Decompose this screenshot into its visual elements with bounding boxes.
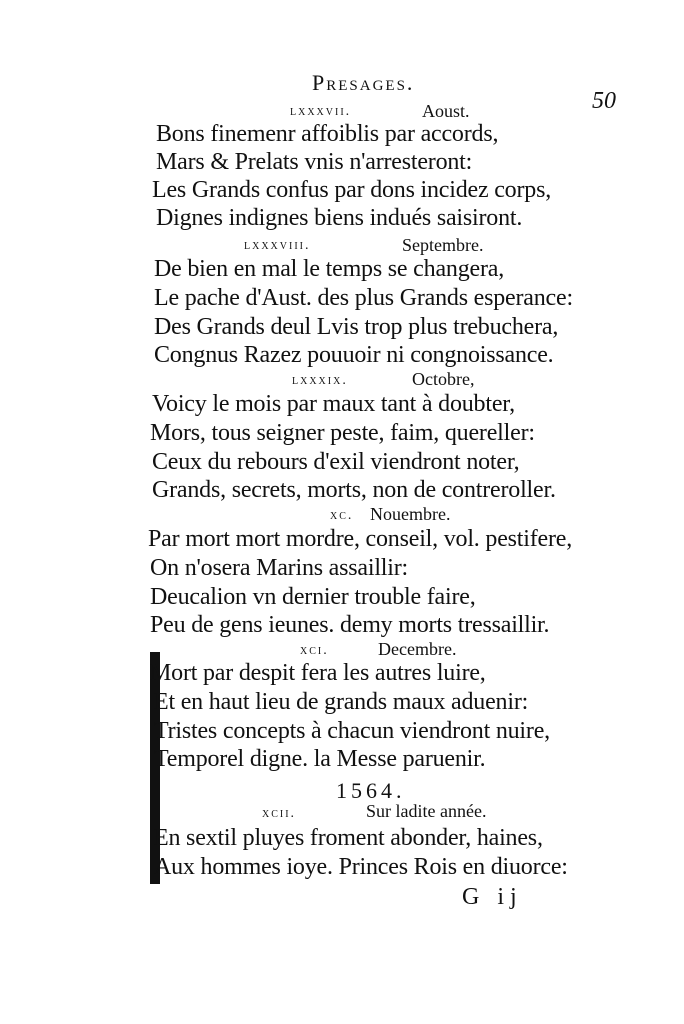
stanza-number: xci.	[300, 643, 329, 658]
stanza-number: lxxxix.	[292, 373, 348, 388]
verse-line: Mars & Prelats vnis n'arresteront:	[156, 149, 473, 175]
stanza-month: Aoust.	[422, 101, 470, 121]
stanza-number: lxxxviii.	[244, 238, 311, 253]
verse-line: Congnus Razez pouuoir ni congnoissance.	[154, 342, 554, 368]
stanza-month: Octobre,	[412, 369, 475, 389]
verse-line: Et en haut lieu de grands maux aduenir:	[154, 689, 529, 715]
verse-line: Les Grands confus par dons incidez corps,	[152, 177, 552, 203]
stanza-number: xcii.	[262, 806, 297, 821]
verse-line: Voicy le mois par maux tant à doubter,	[152, 391, 515, 417]
year-heading: 1564.	[336, 778, 406, 803]
verse-line: Peu de gens ieunes. demy morts tressaillir.	[150, 612, 550, 638]
verse-line: Dignes indignes biens indués saisiront.	[156, 205, 523, 231]
verse-line: Mort par despit fera les autres luire,	[150, 660, 486, 686]
verse-line: On n'osera Marins assaillir:	[150, 555, 409, 581]
signature-mark: G ij	[462, 884, 523, 910]
stanza-heading: Sur ladite année.	[366, 801, 487, 821]
page-number: 50	[592, 88, 616, 114]
stanza-number: xc.	[330, 508, 354, 523]
verse-line: Tristes concepts à chacun viendront nuire,	[154, 718, 550, 744]
running-head: Presages.	[312, 70, 415, 95]
verse-line: Le pache d'Aust. des plus Grands esperance:	[154, 285, 573, 311]
stanza-month: Septembre.	[402, 235, 484, 255]
stanza-month: Nouembre.	[370, 504, 451, 524]
verse-line: Des Grands deul Lvis trop plus trebuchera,	[154, 314, 559, 340]
verse-line: Mors, tous seigner peste, faim, quereller:	[150, 420, 535, 446]
verse-line: Bons finemenr affoiblis par accords,	[156, 121, 499, 147]
stanza-month: Decembre.	[378, 639, 457, 659]
verse-line: Par mort mort mordre, conseil, vol. pestifere,	[148, 526, 573, 552]
stanza-number: lxxxvii.	[290, 104, 352, 119]
verse-line: Aux hommes ioye. Princes Rois en diuorce:	[154, 854, 568, 880]
verse-line: Temporel digne. la Messe paruenir.	[154, 746, 486, 772]
verse-line: De bien en mal le temps se changera,	[154, 256, 504, 282]
verse-line: En sextil pluyes froment abonder, haines,	[154, 825, 543, 851]
verse-line: Grands, secrets, morts, non de contreroller.	[152, 477, 556, 503]
verse-line: Ceux du rebours d'exil viendront noter,	[152, 449, 520, 475]
verse-line: Deucalion vn dernier trouble faire,	[150, 584, 476, 610]
